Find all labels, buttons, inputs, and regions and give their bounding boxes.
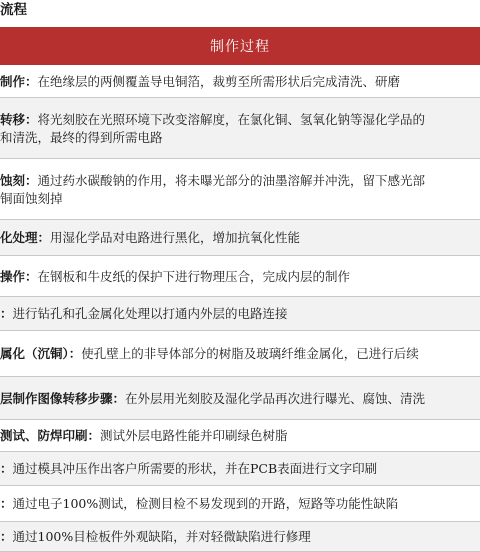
row-text-line xyxy=(0,460,377,478)
row-description: 在外层用光刻胶及湿化学品再次进行曝光、腐蚀、清洗 xyxy=(125,391,426,406)
row-separator: ： xyxy=(0,529,13,544)
row-term: 测试、防焊印刷 xyxy=(0,428,88,443)
row-text-line xyxy=(0,73,400,91)
row-separator: ： xyxy=(25,173,38,188)
row-description: 在绝缘层的两侧覆盖导电铜箔，裁剪至所需形状后完成清洗、研磨 xyxy=(37,74,401,89)
row-term: 属化（沉铜） xyxy=(0,346,69,361)
row-description: 将光刻胶在光照环境下改变溶解度，在氯化铜、氢氧化钠等湿化学品的 xyxy=(37,112,426,127)
row-separator: ： xyxy=(87,428,101,443)
table-row xyxy=(0,377,480,420)
row-description: 测试外层电路性能并印刷绿色树脂 xyxy=(100,428,288,443)
row-term: 制作 xyxy=(0,74,26,89)
row-text-line xyxy=(0,390,425,408)
row-text-line xyxy=(0,190,63,208)
document-title: 流程 xyxy=(0,2,27,18)
row-text-line xyxy=(0,129,163,147)
row-separator: ： xyxy=(112,391,126,406)
row-separator: ： xyxy=(25,112,38,127)
row-description: 铜面蚀刻掉 xyxy=(0,191,63,206)
row-separator: ： xyxy=(0,461,13,476)
row-separator: ： xyxy=(25,74,38,89)
row-separator: ： xyxy=(0,306,13,321)
table-header-label: 制作过程 xyxy=(210,39,270,55)
row-separator: ： xyxy=(0,496,13,511)
row-description: 通过100%目检板件外观缺陷，并对轻微缺陷进行修理 xyxy=(12,529,311,544)
row-description: 在钢板和牛皮纸的保护下进行物理压合，完成内层的制作 xyxy=(37,269,351,284)
table-row xyxy=(0,220,480,256)
table-row xyxy=(0,420,480,452)
table-row xyxy=(0,486,480,522)
row-text-line xyxy=(0,172,425,190)
table-row xyxy=(0,331,480,377)
table-row xyxy=(0,256,480,297)
row-description: 通过模具冲压作出客户所需要的形状，并在PCB表面进行文字印刷 xyxy=(12,461,378,476)
row-description: 用湿化学品对电路进行黑化，增加抗氧化性能 xyxy=(50,230,301,245)
row-text-line xyxy=(0,495,398,513)
row-description: 和清洗，最终的得到所需电路 xyxy=(0,130,163,145)
table-row xyxy=(0,297,480,331)
table-row xyxy=(0,522,480,552)
row-term: 化处理 xyxy=(0,230,38,245)
row-text-line xyxy=(0,268,350,286)
row-text-line xyxy=(0,427,288,445)
row-separator: ： xyxy=(37,230,51,245)
table-row xyxy=(0,452,480,486)
table-row xyxy=(0,98,480,159)
row-text-line xyxy=(0,528,311,546)
row-description: 进行钻孔和孔金属化处理以打通内外层的电路连接 xyxy=(12,306,288,321)
row-term: 蚀刻 xyxy=(0,173,26,188)
row-text-line xyxy=(0,305,288,323)
row-term: 操作 xyxy=(0,269,26,284)
row-description: 使孔壁上的非导体部分的树脂及玻璃纤维金属化，已进行后续 xyxy=(81,346,419,361)
row-separator: ： xyxy=(25,269,38,284)
row-text-line xyxy=(0,111,425,129)
row-text-line xyxy=(0,345,419,363)
row-description: 通过电子100%测试，检测目检不易发现到的开路，短路等功能性缺陷 xyxy=(12,496,399,511)
table-header xyxy=(0,27,480,65)
row-text-line xyxy=(0,229,300,247)
row-term: 层制作图像转移步骤 xyxy=(0,391,113,406)
row-term: 转移 xyxy=(0,112,26,127)
row-description: 通过药水碳酸钠的作用，将未曝光部分的油墨溶解并冲洗，留下感光部 xyxy=(37,173,426,188)
row-separator: ： xyxy=(68,346,82,361)
table-row xyxy=(0,65,480,98)
table-row xyxy=(0,159,480,220)
